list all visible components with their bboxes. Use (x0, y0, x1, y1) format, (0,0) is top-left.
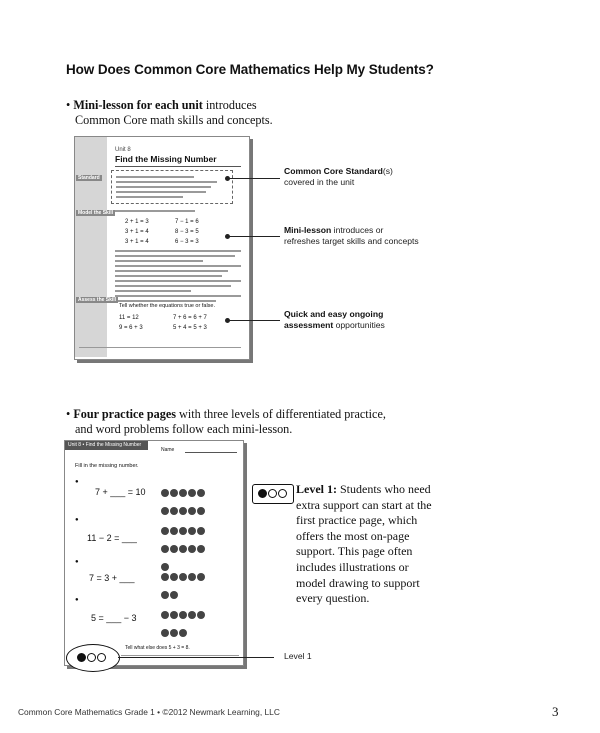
thumb-unit: Unit 8 (115, 147, 131, 153)
thumb-body-text (115, 247, 241, 305)
level-1-icon (77, 653, 106, 662)
equation: 3 + 1 = 4 (125, 239, 149, 245)
bullet-text: introduces (202, 98, 257, 112)
leader-dot (225, 176, 230, 181)
dot-array (161, 569, 207, 605)
level-1-badge (252, 484, 294, 504)
dot-array (161, 607, 207, 643)
bullet-bold: Four practice pages (73, 407, 176, 421)
leader-dot (225, 234, 230, 239)
page-number: 3 (552, 704, 559, 719)
problem-equation: 7 + ___ = 10 (95, 487, 146, 497)
thumb-label-assess: Assess the Skill (78, 297, 117, 303)
page-title: How Does Common Core Mathematics Help My Students? (66, 62, 434, 77)
problem-equation: 7 = 3 + ___ (89, 573, 135, 583)
equation: 5 + 4 = 5 + 3 (173, 325, 207, 331)
callout-text: introduces or (331, 225, 384, 235)
bullet-dot: • (66, 98, 74, 112)
bullet-bold: Mini-lesson for each unit (73, 98, 203, 112)
callout-bold2: assessment (284, 320, 334, 330)
problem-equation: 5 = ___ − 3 (91, 613, 137, 623)
callout-mini-lesson (284, 225, 419, 247)
level-1-description (296, 482, 436, 607)
callout-line2: covered in the unit (284, 177, 355, 187)
bullet-line2: and word problems follow each mini-lesson. (75, 422, 293, 436)
thumb2-footer-rule (121, 655, 239, 656)
thumb-title: Find the Missing Number (115, 154, 217, 164)
page-footer: Common Core Mathematics Grade 1 • ©2012 Newmark Learning, LLC (18, 707, 280, 717)
equation: 7 − 1 = 6 (175, 219, 199, 225)
thumb-label-model: Model the Skill (78, 210, 114, 216)
thumb-model-line (115, 207, 195, 215)
thumb2-footer-question: Tell what else does 5 + 3 = 8. (125, 645, 190, 651)
callout-bold: Mini-lesson (284, 225, 332, 235)
equation: 6 − 3 = 3 (175, 239, 199, 245)
thumb-footer-rule (79, 347, 241, 348)
thumb2-name-label: Name (161, 447, 175, 453)
bullet-dot: • (66, 407, 74, 421)
thumb-assess-prompt: Tell whether the equations true or false. (119, 303, 216, 309)
callout-leader (228, 178, 280, 179)
problem-equation: 11 − 2 = ___ (87, 533, 137, 543)
problem-number: ● (75, 597, 79, 603)
level-1-badge-icon (258, 489, 287, 498)
equation: 11 = 12 (119, 315, 139, 321)
equation: 2 + 1 = 3 (125, 219, 149, 225)
bullet-line2: Common Core math skills and concepts. (75, 113, 273, 127)
thumb-equations-right (175, 217, 199, 247)
level-oval (66, 644, 120, 672)
callout-leader (228, 236, 280, 237)
thumb-side-strip (75, 137, 107, 357)
thumb2-instruction: Fill in the missing number. (75, 463, 139, 469)
level-leader (118, 657, 274, 658)
leader-dot (225, 318, 230, 323)
bullet-text: with three levels of differentiated practice, (176, 407, 386, 421)
equation: 7 + 6 = 6 + 7 (173, 315, 207, 321)
mini-lesson-bullet (66, 98, 273, 128)
callout-leader (228, 320, 280, 321)
level-1-body: Students who need extra support can start at the first practice page, which offers the most on-page support. This page often includes illustrations or model drawing to support every question. (296, 482, 432, 606)
callout-line2: refreshes target skills and concepts (284, 236, 419, 246)
callout-standard (284, 166, 393, 188)
problem-number: ● (75, 517, 79, 523)
callout-text: (s) (382, 166, 393, 176)
equation: 9 = 6 + 3 (119, 325, 143, 331)
thumb-label-standard: Standard (78, 175, 100, 181)
practice-pages-bullet (66, 407, 386, 437)
problem-number: ● (75, 559, 79, 565)
thumb-rule (115, 166, 241, 167)
callout-assessment (284, 309, 385, 331)
callout-line2-rest: opportunities (333, 320, 385, 330)
callout-bold: Quick and easy ongoing (284, 309, 384, 319)
equation: 3 + 1 = 4 (125, 229, 149, 235)
thumb-assess-right (173, 313, 207, 333)
level-1-title: Level 1: (296, 482, 337, 496)
thumb-assess-left (119, 313, 143, 333)
thumb-standard-box (111, 170, 233, 204)
mini-lesson-thumbnail (74, 136, 250, 360)
thumb2-header: Unit 8 • Find the Missing Number (65, 441, 148, 450)
thumb2-name-line (185, 452, 237, 453)
level-label: Level 1 (284, 651, 312, 661)
dot-array (161, 485, 207, 521)
thumb-equations-left (125, 217, 149, 247)
practice-page-thumbnail (64, 440, 244, 666)
equation: 8 − 3 = 5 (175, 229, 199, 235)
callout-bold: Common Core Standard (284, 166, 383, 176)
problem-number: ● (75, 479, 79, 485)
